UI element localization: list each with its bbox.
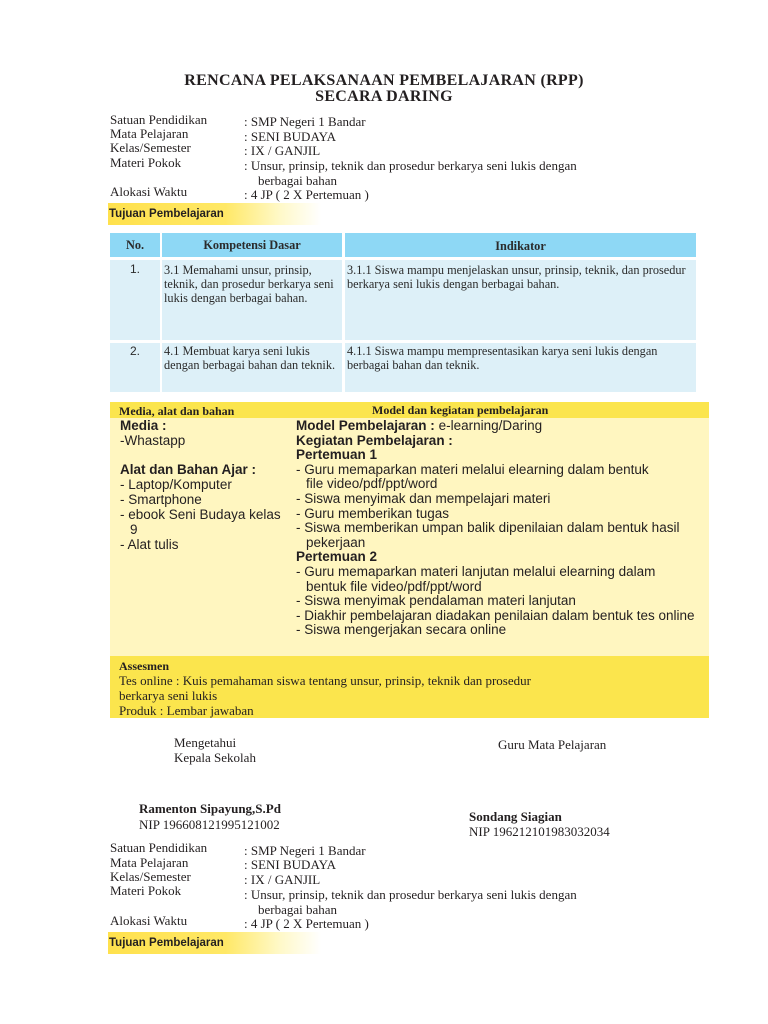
tujuan-label: Tujuan Pembelajaran <box>108 932 321 954</box>
materi-value-cont: berbagai bahan <box>258 173 338 188</box>
pertemuan1-label: Pertemuan 1 <box>296 447 378 463</box>
satuan-label: Satuan Pendidikan <box>110 840 208 855</box>
kepsek-nip: NIP 196608121995121002 <box>139 817 280 832</box>
row1-no: 1. <box>110 260 160 340</box>
document-title: RENCANA PELAKSANAAN PEMBELAJARAN (RPP) <box>184 72 584 89</box>
signature-left-caption <box>174 735 256 765</box>
media-column <box>120 418 290 552</box>
asesmen-text <box>119 673 531 718</box>
materi-label: Materi Pokok <box>110 155 182 170</box>
pertemuan2-label: Pertemuan 2 <box>296 549 378 565</box>
asesmen-line: berkarya seni lukis <box>119 688 218 703</box>
kelas-value: : IX / GANJIL <box>244 143 321 158</box>
satuan-value: : SMP Negeri 1 Bandar <box>244 114 366 129</box>
alat-label: Alat dan Bahan Ajar : <box>120 462 257 477</box>
pertemuan1-item: - Guru memberikan tugas <box>296 505 450 521</box>
pertemuan2-list <box>296 565 706 638</box>
kelas-label: Kelas/Semester <box>110 869 191 884</box>
pertemuan2-item: - Siswa mengerjakan secara online <box>296 622 507 638</box>
guru-mapel-text: Guru Mata Pelajaran <box>498 737 607 752</box>
media-label: Media : <box>120 418 167 433</box>
alokasi-value: : 4 JP ( 2 X Pertemuan ) <box>244 916 369 931</box>
mapel-value: : SENI BUDAYA <box>244 857 336 872</box>
alokasi-value: : 4 JP ( 2 X Pertemuan ) <box>244 187 369 202</box>
pertemuan2-item: - Siswa menyimak pendalaman materi lanjutan <box>296 593 576 609</box>
media-item: -Whastapp <box>120 433 186 448</box>
media-header-left: Media, alat dan bahan <box>119 404 235 418</box>
header-indikator: Indikator <box>345 233 696 257</box>
mapel-value: : SENI BUDAYA <box>244 129 336 144</box>
mapel-label: Mata Pelajaran <box>110 126 189 141</box>
kelas-label: Kelas/Semester <box>110 140 191 155</box>
kepala-sekolah-text: Kepala Sekolah <box>174 750 256 765</box>
materi-value-cont: berbagai bahan <box>258 902 338 917</box>
tujuan-label: Tujuan Pembelajaran <box>108 203 321 225</box>
row2-kd: 4.1 Membuat karya seni lukis dengan berbagai bahan dan teknik. <box>162 343 342 392</box>
model-label: Model Pembelajaran : <box>296 418 435 433</box>
alokasi-label: Alokasi Waktu <box>110 184 188 199</box>
mapel-label: Mata Pelajaran <box>110 855 189 870</box>
alokasi-label: Alokasi Waktu <box>110 913 188 928</box>
row2-no: 2. <box>110 343 160 392</box>
document-subtitle: SECARA DARING <box>315 88 453 105</box>
model-value: e-learning/Daring <box>438 418 543 433</box>
kelas-value: : IX / GANJIL <box>244 872 321 887</box>
kegiatan-label: Kegiatan Pembelajaran : <box>296 432 453 448</box>
materi-value: : Unsur, prinsip, teknik dan prosedur berkarya seni lukis dengan <box>244 158 577 173</box>
header-kd: Kompetensi Dasar <box>162 233 342 257</box>
alat-item: - Smartphone <box>120 492 202 507</box>
pertemuan1-list <box>296 463 706 551</box>
asesmen-label: Assesmen <box>119 659 169 673</box>
row1-indikator: 3.1.1 Siswa mampu menjelaskan unsur, prinsip, teknik, dan prosedur berkarya seni lukis dengan berbagai bahan. <box>345 260 696 340</box>
mengetahui-text: Mengetahui <box>174 735 237 750</box>
header-no: No. <box>110 233 160 257</box>
pertemuan1-item: - Siswa memberikan umpan balik dipenilaian dalam bentuk hasil pekerjaan <box>296 520 680 550</box>
alat-item: - ebook Seni Budaya kelas 9 <box>120 507 281 537</box>
alat-item: - Laptop/Komputer <box>120 477 232 492</box>
pertemuan1-item: - Siswa menyimak dan mempelajari materi <box>296 490 551 506</box>
model-column <box>296 419 706 638</box>
guru-nip: NIP 196212101983032034 <box>469 824 610 839</box>
pertemuan1-item: - Guru memaparkan materi melalui elearning dalam bentuk file video/pdf/ppt/word <box>296 461 649 492</box>
asesmen-line: Tes online : Kuis pemahaman siswa tentang unsur, prinsip, teknik dan prosedur <box>119 673 531 688</box>
media-header-right: Model dan kegiatan pembelajaran <box>372 403 549 417</box>
kepsek-name: Ramenton Sipayung,S.Pd <box>139 801 281 816</box>
pertemuan2-item: - Guru memaparkan materi lanjutan melalui elearning dalam bentuk file video/pdf/ppt/word <box>296 563 656 594</box>
materi-label: Materi Pokok <box>110 883 182 898</box>
alat-list <box>120 477 290 552</box>
asesmen-line: Produk : Lembar jawaban <box>119 703 254 718</box>
guru-name: Sondang Siagian <box>469 809 562 824</box>
satuan-value: : SMP Negeri 1 Bandar <box>244 843 366 858</box>
row1-kd: 3.1 Memahami unsur, prinsip, teknik, dan prosedur berkarya seni lukis dengan berbagai bahan. <box>162 260 342 340</box>
pertemuan2-item: - Diakhir pembelajaran diadakan penilaian dalam bentuk tes online <box>296 607 695 623</box>
satuan-label: Satuan Pendidikan <box>110 112 208 127</box>
alat-item: - Alat tulis <box>120 537 179 552</box>
materi-value: : Unsur, prinsip, teknik dan prosedur berkarya seni lukis dengan <box>244 887 577 902</box>
row2-indikator: 4.1.1 Siswa mampu mempresentasikan karya seni lukis dengan berbagai bahan dan teknik. <box>345 343 696 392</box>
